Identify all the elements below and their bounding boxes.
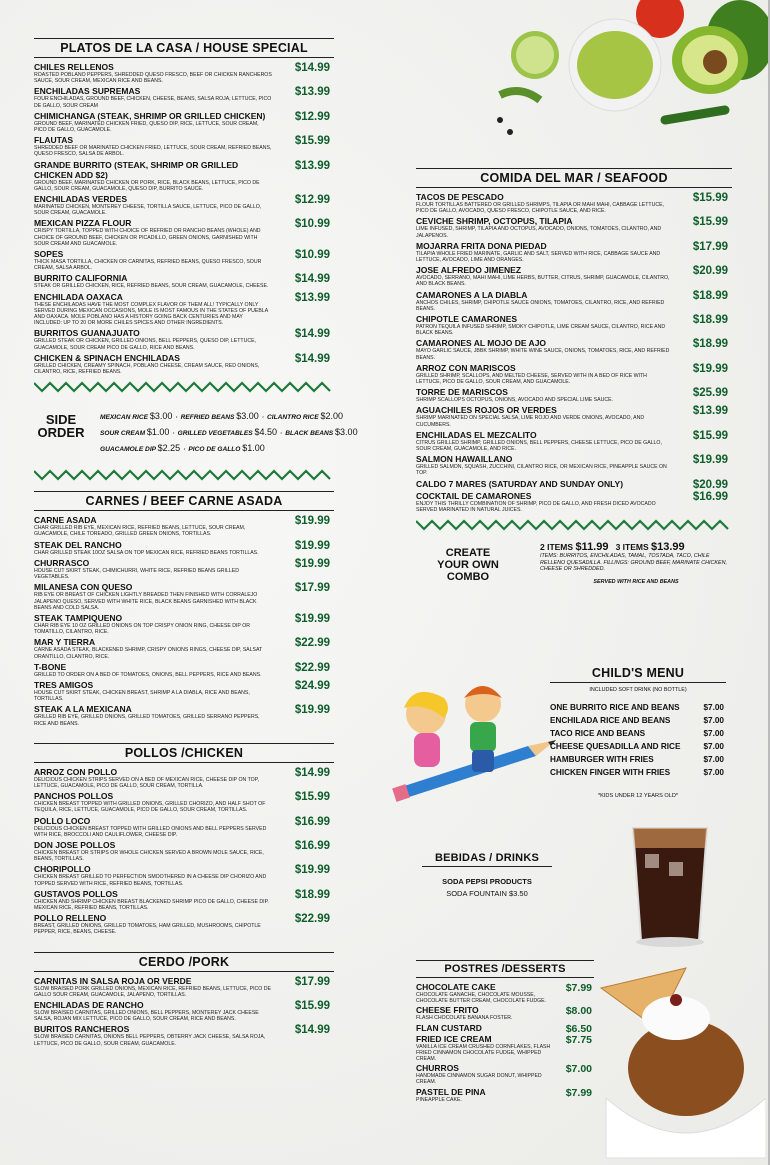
menu-item	[34, 111, 334, 133]
item-price: $15.99	[294, 135, 330, 148]
child-menu-foot: *KIDS UNDER 12 YEARS OLD*	[597, 793, 679, 799]
item-price: $19.99	[294, 557, 330, 570]
side-item-price: $3.00	[335, 427, 358, 438]
item-name: BURRITO CALIFORNIA	[34, 273, 128, 284]
menu-item	[416, 430, 732, 452]
menu-item	[416, 265, 732, 287]
item-name: ENCHILADAS SUPREMAS	[34, 86, 141, 97]
item-price: $14.99	[294, 766, 330, 779]
menu-item	[34, 791, 334, 813]
right-column	[416, 168, 732, 613]
item-description: CHAR RIB EYE 10 OZ GRILLED ONIONS ON TOP CRISPY ONION RING, CHEESE DIP OR TOMATILLO, CILANTRO, RICE.	[34, 622, 251, 636]
item-name: CHIMICHANGA (STEAK, SHRIMP OR GRILLED CHICKEN)	[34, 110, 266, 121]
house-section-title: PLATOS DE LA CASA / HOUSE SPECIAL	[34, 38, 334, 58]
item-price: $18.99	[692, 289, 728, 302]
item-name: STEAK A LA MEXICANA	[34, 704, 132, 715]
item-name: TACOS DE PESCADO	[416, 192, 504, 202]
menu-item	[34, 704, 334, 726]
item-description: CHICKEN AND SHRIMP CHICKEN BREAST BLACKENED SHRIMP PICO DE GALLO, CHEESE DIP. MEXICAN RICE, REFRIED BEANS, TORTILLAS.	[34, 898, 269, 911]
item-name: ARROZ CON POLLO	[34, 766, 118, 777]
item-description: SHREDDED BEEF OR MARINATED CHICKEN FRIED, LETTUCE, SOUR CREAM, REFRIED BEANS, QUESO FRESCO, SALSA DE ARBOL.	[34, 145, 272, 158]
menu-item	[416, 338, 732, 360]
side-item-name: GUACAMOLE DIP	[100, 446, 156, 454]
separator: ·	[261, 414, 265, 422]
menu-item	[34, 249, 334, 271]
item-price: $7.00	[703, 768, 724, 777]
item-description: ENJOY THIS THRILLY COMBINATION OF SHRIMP, PICO DE GALLO, AND FRESH DICED AVOCADO SERVED MARINATED IN NATURAL JUICES.	[416, 500, 656, 513]
item-description: GROUND BEEF, MARINATED CHICKEN OR PORK, RICE, BLACK BEANS, LETTUCE, PICO DE GALLO, SOUR CREAM, GUACAMOLE, QUESO DIP, BURRITO SAUCE.	[34, 179, 260, 192]
side-item-price: $4.50	[254, 427, 277, 438]
menu-item	[34, 353, 334, 375]
desserts-section	[416, 960, 594, 1104]
item-description: CARNE ASADA STEAK, BLACKENED SHRIMP, CRISPY ONIONS RINGS, CHEESE DIP, SALSAT ORANTILLO, CILANTRO, RICE.	[34, 647, 263, 660]
item-description: RIB EYE OR BREAST OF CHICKEN LIGHTLY BREADED THEN FINISHED WITH CORRALEJO JALAPENO QUESO, SERVED WITH WHITE RICE, BLACK BEANS GARNISHED WITH BLACK BEANS AND COLD SALSA.	[34, 592, 258, 611]
item-name: ENCHILADAS DE RANCHO	[34, 999, 144, 1010]
item-price: $22.99	[294, 661, 330, 674]
menu-item	[34, 662, 334, 678]
item-description: PATRON TEQUILA INFUSED SHRIMP, SMOKY CHIPOTLE, LIME CREAM SAUCE, CILANTRO, RICE AND BLACK BEANS.	[416, 324, 666, 337]
item-name: MILANESA CON QUESO	[34, 582, 133, 593]
side-order-row	[100, 441, 340, 457]
item-name: PANCHOS POLLOS	[34, 791, 114, 802]
item-name: ARROZ CON MARISCOS	[416, 362, 516, 373]
item-price: $7.00	[703, 742, 724, 751]
item-name: SALMON HAWAILLANO	[416, 454, 513, 465]
item-name: BURITOS RANCHEROS	[34, 1024, 130, 1035]
item-price: $18.99	[692, 338, 728, 351]
menu-item	[416, 387, 732, 403]
menu-item	[34, 976, 334, 998]
item-price: $15.99	[294, 999, 330, 1012]
menu-item	[34, 62, 334, 84]
item-description: FLOUR TORTILLAS BATTERED OR GRILLED SHRIMPS, TILAPIA OR MAHI MAHI, CABBAGE LETTUCE, PICO DE GALLO, AVOCADO, QUESO FRESCO, CHIPOTLE SAUCE, AND RICE.	[416, 202, 664, 215]
item-description: ANCHOS CHILES, SHRIMP, CHIPOTLE SAUCE ONIONS, TOMATOES, CILANTRO, RICE, AND REFRIED BEANS.	[416, 299, 665, 312]
item-price: $22.99	[294, 637, 330, 650]
item-price: $16.99	[692, 490, 728, 503]
item-price: $7.99	[565, 982, 592, 994]
combo-section	[416, 541, 732, 607]
item-price: $13.99	[294, 86, 330, 99]
item-price: $14.99	[294, 62, 330, 74]
item-description: GRILLED STEAK OR CHICKEN, GRILLED ONIONS, BELL PEPPERS, QUESO DIP, LETTUCE, GUACAMOLE, SOUR CREAM PICO DE GALLO, RICE AND BEANS.	[34, 338, 256, 351]
menu-item	[416, 1087, 594, 1103]
item-price: $12.99	[294, 194, 330, 207]
menu-item	[416, 363, 732, 385]
item-price: $19.99	[692, 362, 728, 375]
item-price: $14.99	[294, 273, 330, 286]
item-name: MOJARRA FRITA DONA PIEDAD	[416, 240, 547, 251]
item-price: $15.99	[692, 192, 728, 204]
item-name: DON JOSE POLLOS	[34, 839, 116, 850]
item-price: $19.99	[294, 539, 330, 552]
side-order-grid	[100, 409, 358, 457]
menu-item	[34, 86, 334, 108]
side-item-name: SOUR CREAM	[100, 430, 146, 438]
menu-item	[416, 314, 732, 336]
item-name: CHILES RELLENOS	[34, 62, 114, 72]
menu-item	[416, 1023, 594, 1033]
item-price: $15.99	[692, 429, 728, 442]
item-name: CARNITAS IN SALSA ROJA OR VERDE	[34, 975, 192, 986]
menu-item	[416, 454, 732, 476]
item-description: SHRIMP SCALLOPS OCTOPUS, ONIONS, AVOCADO AND SPECIAL LIME SAUCE.	[416, 397, 613, 404]
item-price: $7.99	[565, 1086, 592, 1099]
item-name: AGUACHILES ROJOS OR VERDES	[416, 405, 557, 416]
side-item-name: BLACK BEANS	[285, 430, 334, 438]
carnes-list	[34, 515, 334, 726]
menu-item	[34, 515, 334, 537]
menu-item	[416, 491, 732, 513]
item-price: $7.00	[703, 703, 724, 712]
item-description: CHICKEN BREAST OR STRIPS OR WHOLE CHICKEN SERVED A BROWN MOLE SAUCE, RICE, BEANS, TORTILLAS.	[34, 849, 264, 863]
item-description: SLOW BRAISED PORK GRILLED ONIONS, MEXICAN RICE, REFRIED BEANS, LETTUCE, PICO DE GALLO SOUR CREAM, GUACAMOLE, JALAPENO, TORTILLAS.	[34, 985, 271, 998]
item-name: POLLO RELLENO	[34, 913, 107, 924]
menu-item	[34, 135, 334, 157]
item-description: FOUR ENCHILADAS, GROUND BEEF, CHICKEN, CHEESE, BEANS, SALSA ROJA, LETTUCE, PICO DE GALLO, SOUR CREAM	[34, 96, 272, 109]
menu-item	[34, 328, 334, 350]
item-name: FRIED ICE CREAM	[416, 1033, 492, 1044]
item-name: STEAK TAMPIQUENO	[34, 612, 123, 623]
menu-item	[34, 273, 334, 289]
item-price: $25.99	[692, 387, 728, 400]
item-price: $17.99	[294, 582, 330, 595]
item-price: $18.99	[294, 888, 330, 901]
item-name: MAR Y TIERRA	[34, 637, 96, 648]
item-description: GROUND BEEF, MARINATED CHICKEN FRIED, QUESO DIP, RICE, LETTUCE, SOUR CREAM, PICO DE GALLO, GUACAMOLE.	[34, 120, 259, 134]
item-description: PINEAPPLE CAKE.	[416, 1096, 462, 1103]
item-name: CHURRASCO	[34, 557, 90, 568]
item-name: ENCHILADA RICE AND BEANS	[550, 716, 671, 725]
child-menu	[550, 664, 726, 799]
menu-item	[34, 840, 334, 862]
item-name: MEXICAN PIZZA FLOUR	[34, 218, 132, 229]
item-price: $8.00	[565, 1005, 592, 1018]
house-list	[34, 62, 334, 375]
item-name: ENCHILADAS EL MEZCALITO	[416, 429, 537, 440]
item-description: CHOCOLATE GANACHE, CHOCOLATE MOUSSE, CHOCOLATE BUTTER CREAM, CHOCOLATE FUDGE.	[416, 992, 547, 1005]
item-price: $12.99	[294, 110, 330, 123]
menu-item	[416, 290, 732, 312]
side-item-price: $1.00	[146, 427, 170, 438]
separator: ·	[280, 430, 283, 438]
separator: ·	[175, 414, 178, 422]
item-description: FLASH CHOCOLATE BANANA FOSTER.	[416, 1015, 513, 1022]
menu-item	[416, 982, 594, 1004]
combo-label: CREATE YOUR OWN COMBO	[437, 547, 499, 584]
menu-item	[416, 405, 732, 427]
side-item-name: PICO DE GALLO	[188, 446, 241, 454]
item-name: TACO RICE AND BEANS	[550, 729, 646, 738]
menu-item	[34, 913, 334, 935]
item-description: GRILLED TO ORDER ON A BED OF TOMATOES, ONIONS, BELL PEPPERS, RICE AND BEANS.	[34, 671, 262, 678]
child-menu-item	[550, 727, 726, 740]
item-name: CEVICHE SHRIMP, OCTOPUS, TILAPIA	[416, 216, 573, 227]
item-name: GUSTAVOS POLLOS	[34, 888, 118, 899]
side-item-name: CILANTRO RICE	[267, 414, 319, 422]
item-description: SHRIMP MARINATED ON SPECIAL SALSA, LIME ROJO AND VERDE ONIONS, AVOCADO, AND CUCUMBERS.	[416, 415, 645, 428]
menu-item	[416, 1005, 594, 1021]
item-name: FLAUTAS	[34, 135, 74, 146]
item-price: $19.99	[294, 612, 330, 625]
item-name: TORRE DE MARISCOS	[416, 387, 508, 398]
item-name: STEAK DEL RANCHO	[34, 539, 122, 550]
child-menu-title: CHILD'S MENU	[550, 664, 726, 683]
item-name: CHORIPOLLO	[34, 864, 91, 875]
divider	[416, 519, 732, 531]
item-price: $18.99	[692, 314, 728, 327]
item-description: MARINATED CHICKEN, MONTEREY CHEESE, TORTILLA SAUCE, LETTUCE, PICO DE GALLO, SOUR CREAM, GUACAMOLE.	[34, 204, 262, 217]
item-price: $14.99	[294, 352, 330, 365]
item-name: ENCHILADAS VERDES	[34, 194, 128, 205]
left-column	[34, 38, 358, 1049]
drinks-section	[422, 850, 552, 898]
soda-glass-image	[625, 818, 715, 950]
menu-item	[416, 1034, 594, 1063]
item-price: $7.00	[565, 1063, 592, 1076]
item-price: $7.75	[565, 1033, 592, 1046]
divider	[34, 381, 334, 393]
item-price: $22.99	[294, 913, 330, 926]
divider	[34, 469, 334, 481]
desserts-list	[416, 982, 594, 1103]
item-description: CHAR GRILLED RIB EYE, MEXICAN RICE, REFRIED BEANS, LETTUCE, SOUR CREAM, GUACAMOLE, CHILE TOREADO, GRILLED GREEN ONIONS, TORTILLAS.	[34, 525, 246, 538]
item-description: HANDMADE CINNAMON SUGAR DONUT, WHIPPED CREAM.	[416, 1073, 542, 1086]
item-name: CAMARONES A LA DIABLA	[416, 289, 528, 300]
item-price: $15.99	[692, 216, 728, 229]
menu-item	[34, 864, 334, 886]
menu-item	[416, 192, 732, 214]
item-description: GRILLED SHRIMP, SCALLOPS, AND MELTED CHEESE, SERVED WITH IN A BED OF RICE WITH LETTUCE, PICO DE GALLO, SOUR CREAM, AND GUACAMOLE.	[416, 372, 647, 386]
item-name: COCKTAIL DE CAMARONES	[416, 490, 532, 501]
item-price: $19.99	[294, 704, 330, 717]
side-item-price: $1.00	[242, 443, 265, 454]
menu-item	[34, 1024, 334, 1046]
menu-item	[34, 680, 334, 702]
item-name: HAMBURGER WITH FRIES	[550, 755, 654, 764]
item-name: T-BONE	[34, 661, 67, 672]
item-description: AVOCADO, SERRANO, MAHI MAHI, LIME HERBS, BUTTER, CITRUS, SHRIMP, GUACAMOLE, CILANTRO, AND BLACK BEANS.	[416, 275, 670, 288]
item-name: CHICKEN FINGER WITH FRIES	[550, 768, 671, 777]
menu-item	[34, 218, 334, 247]
menu-item	[416, 216, 732, 238]
item-price: $13.99	[294, 159, 330, 172]
item-name: CHEESE QUESADILLA AND RICE	[550, 742, 681, 751]
side-item-name: GRILLED VEGETABLES	[177, 430, 253, 438]
child-menu-item	[550, 714, 726, 727]
item-description: CHICKEN BREAST TOPPED WITH GRILLED ONIONS, GRILLED CHORIZO, AND HALF SHOT OF TEQUILA, RICE, LETTUCE, GUACAMOLE, PICO DE GALLO, SOUR CREAM, TORTILLAS.	[34, 801, 266, 814]
cerdo-list	[34, 976, 334, 1047]
item-price: $14.99	[294, 328, 330, 341]
desserts-title: POSTRES /DESSERTS	[416, 960, 594, 978]
item-price: $20.99	[692, 478, 728, 491]
carnes-section-title: CARNES / BEEF CARNE ASADA	[34, 491, 334, 511]
combo-options	[540, 541, 732, 585]
fried-ice-cream-image	[596, 948, 766, 1163]
seafood-list	[416, 192, 732, 513]
menu-item	[34, 160, 334, 192]
menu-item	[416, 241, 732, 263]
menu-item	[34, 540, 334, 556]
menu-item	[34, 194, 334, 216]
item-name: BURRITOS GUANAJUATO	[34, 328, 140, 339]
menu-item	[34, 1000, 334, 1022]
child-list	[550, 701, 726, 779]
drinks-line-2: SODA FOUNTAIN $3.50	[446, 889, 528, 898]
item-price: $10.99	[294, 218, 330, 231]
menu-item	[34, 816, 334, 838]
item-price: $7.00	[703, 729, 724, 738]
menu-item	[34, 889, 334, 911]
item-price: $17.99	[692, 240, 728, 253]
item-description: ROASTED POBLANO PEPPERS, SHREDDED QUESO FRESCO, BEEF OR CHICKEN RANCHEROS SAUCE, SOUR CREAM, MEXICAN RICE AND BEANS.	[34, 72, 272, 85]
item-name: GRANDE BURRITO (STEAK, SHRIMP OR GRILLED CHICKEN ADD $2)	[34, 159, 239, 180]
item-name: ENCHILADA OAXACA	[34, 291, 123, 302]
combo-prices: 2 ITEMS $11.99 3 ITEMS $13.99	[540, 541, 685, 554]
item-name: CHEESE FRITO	[416, 1005, 479, 1016]
separator: ·	[183, 446, 186, 454]
item-name: CHIPOTLE CAMARONES	[416, 314, 518, 325]
item-name: CHURROS	[416, 1063, 459, 1074]
item-price: $16.99	[294, 839, 330, 852]
item-description: DELICIOUS CHICKEN BREAST TOPPED WITH GRILLED ONIONS AND BELL PEPPERS SERVED WITH RICE, BROCCOLI AND CAULIFLOWER, CHEESE DIP.	[34, 825, 267, 838]
menu-item	[34, 637, 334, 659]
side-item-price: $2.25	[157, 443, 181, 454]
cerdo-section-title: CERDO /PORK	[34, 952, 334, 972]
drinks-line-1: SODA PEPSI PRODUCTS	[442, 877, 532, 886]
guacamole-avocado-image	[470, 0, 770, 150]
item-description: THESE ENCHILADAS HAVE THE MOST COMPLEX FLAVOR OF THEM ALL! TYPICALLY ONLY SERVED DURING MEXICAN OCCASIONS, MOLE IS MOST FAMOUS IN THE STATES OF PUEBLA AND OAXACA. MOLE POBLANO HAS A HISTORY GOING BACK CENTURIES AND MAY INCLUDED: UP TO 20 OR MORE CHILES SPICES AND OTHER INGREDIENTS.	[34, 301, 268, 327]
item-price: $24.99	[294, 679, 330, 692]
item-price: $6.50	[565, 1022, 592, 1035]
item-description: DELICIOUS CHICKEN STRIPS SERVED ON A BED OF MEXICAN RICE, CHEESE DIP ON TOP, LETTUCE, GUACAMOLE, PICO DE GALLO, SOUR CREAM, TORTILLA.	[34, 776, 259, 789]
side-item-price: $2.00	[320, 411, 344, 422]
item-price: $16.99	[294, 815, 330, 828]
child-menu-item	[550, 701, 726, 714]
menu-item	[34, 582, 334, 611]
child-menu-sub: INCLUDED SOFT DRINK (NO BOTTLE)	[589, 687, 687, 693]
separator: ·	[172, 430, 175, 438]
item-description: GRILLED RIB EYE, GRILLED ONIONS, GRILLED TOMATOES, GRILLED SERRANO PEPPERS, RICE AND BEANS.	[34, 714, 260, 727]
item-name: JOSE ALFREDO JIMENEZ	[416, 265, 522, 276]
item-name: CARNE ASADA	[34, 515, 97, 526]
item-description: SLOW BRAISED CARNITAS, GRILLED ONIONS, BELL PEPPERS, MONTEREY JACK CHEESE SALSA, ROJAN MIX LETTUCE, PICO DE GALLO, SOUR CREAM, RICE AND BEANS.	[34, 1009, 259, 1023]
item-price: $13.99	[294, 291, 330, 304]
item-price: $14.99	[294, 1024, 330, 1037]
item-price: $7.00	[703, 716, 724, 725]
item-name: PASTEL DE PINA	[416, 1086, 486, 1097]
item-description: HOUSE CUT SKIRT STEAK, CHIMICHURRI, WHITE RICE, REFRIED BEANS GRILLED VEGETABLES.	[34, 567, 239, 581]
item-description: TILAPIA WHOLE FRIED MARINATE, GARLIC AND SALT, SERVED WITH RICE, CABBAGE SAUCE AND LETTUCE, AVOCADO, LIME AND ORANGES.	[416, 250, 661, 264]
item-description: SLOW BRAISED CARNITAS, ONIONS BELL PEPPERS, OBTERRY JACK CHEESE, SALSA ROJA, LETTUCE, PICO DE GALLO, SOUR CREAM, GUACAMOLE.	[34, 1034, 266, 1047]
combo-note: SERVED WITH RICE AND BEANS	[593, 578, 679, 585]
menu-item	[34, 558, 334, 580]
side-order-row	[100, 425, 358, 441]
item-price: $17.99	[294, 975, 330, 988]
side-item-price: $3.00	[149, 411, 173, 422]
combo-items-text: ITEMS: BURRITOS, ENCHILADAS, TAMAL, TOSTADA, TACO, CHILE RELLENO QUESADILLA. FILLINGS: GROUND BEEF, MARINATE CHICKEN, CHEESE OR SHREDDED.	[540, 553, 728, 573]
pollos-section-title: POLLOS /CHICKEN	[34, 743, 334, 763]
item-description: THICK MASA TORTILLA, CHICKEN OR CARNITAS, REFRIED BEANS, QUESO FRESCO, SOUR CREAM, SALSA ARBOL.	[34, 259, 262, 272]
item-description: CITRUS GRILLED SHRIMP, GRILLED ONIONS, BELL PEPPERS, CHEESE LETTUCE, PICO DE GALLO, SOUR CREAM, GUACAMOLE, AND RICE.	[416, 439, 662, 453]
side-order	[34, 403, 358, 463]
item-price: $19.99	[294, 864, 330, 877]
child-menu-item	[550, 753, 726, 766]
side-item-name: MEXICAN RICE	[100, 414, 148, 422]
menu-item	[34, 613, 334, 635]
item-description: VANILLA ICE CREAM CRUSHED CORNFLAKES, FLASH FRIED CINNAMON CHOCOLATE FUDGE, WHIPPED CREAM.	[416, 1043, 551, 1063]
item-name: FLAN CUSTARD	[416, 1022, 482, 1033]
item-name: TRES AMIGOS	[34, 679, 94, 690]
item-name: POLLO LOCO	[34, 815, 91, 826]
item-price: $19.99	[294, 515, 330, 528]
item-name: CHOCOLATE CAKE	[416, 982, 496, 992]
seafood-section-title: COMIDA DEL MAR / SEAFOOD	[416, 168, 732, 188]
item-description: CHICKEN BREAST GRILLED TO PERFECTION SMOOTHERED IN A CHEESE DIP CHORIZO AND TOPPED SERVED WITH RICE, REFRIED BEANS, TORTILLAS.	[34, 874, 267, 887]
child-menu-item	[550, 766, 726, 779]
item-name: SOPES	[34, 249, 64, 260]
item-name: ONE BURRITO RICE AND BEANS	[550, 703, 680, 712]
item-name: CAMARONES AL MOJO DE AJO	[416, 338, 547, 349]
item-description: HOUSE CUT SKIRT STEAK, CHICKEN BREAST, SHRIMP A LA DIABLA, RICE AND BEANS, TORTILLAS.	[34, 689, 250, 703]
side-order-label: SIDE ORDER	[37, 412, 85, 441]
item-description: STEAK OR GRILLED CHICKEN, RICE, REFRIED BEANS, SOUR CREAM, GUACAMOLE, CHEESE.	[34, 283, 269, 290]
item-description: GRILLED CHICKEN, CREAMY SPINACH, POBLANO CHEESE, CREAM SAUCE, RED ONIONS, CILANTRO, RICE, REFRIED BEANS.	[34, 362, 260, 376]
kids-pencil-illustration	[388, 678, 558, 803]
item-name: CHICKEN & SPINACH ENCHILADAS	[34, 352, 180, 363]
menu-item	[34, 767, 334, 789]
item-price: $20.99	[692, 265, 728, 278]
side-order-row	[100, 409, 344, 425]
menu-item	[416, 1063, 594, 1085]
pollos-list	[34, 767, 334, 936]
item-description: MAYO GARLIC SAUCE, JBBK SHRIMP, WHITE WINE SAUCE, ONIONS, TOMATOES, RICE, AND REFRIED BEANS.	[416, 348, 670, 361]
child-menu-item	[550, 740, 726, 753]
item-name: CALDO 7 MARES (SATURDAY AND SUNDAY ONLY)	[416, 478, 624, 489]
menu-item	[34, 292, 334, 327]
item-price: $7.00	[703, 755, 724, 764]
item-price: $19.99	[692, 454, 728, 467]
side-item-name: REFRIED BEANS	[180, 414, 235, 422]
side-item-price: $3.00	[236, 411, 259, 422]
menu-item	[416, 479, 732, 489]
item-price: $13.99	[692, 405, 728, 418]
item-price: $15.99	[294, 791, 330, 804]
item-description: BREAST, GRILLED ONIONS, GRILLED TOMATOES, HAM GRILLED, MUSHROOMS, CHIPOTLE PEPPER, RICE, BEANS, CHEESE.	[34, 923, 261, 936]
item-description: CRISPY TORTILLA, TOPPED WITH CHOICE OF REFRIED OR RANCHO BEANS (WHOLE) AND CHOICE OF GROUND BEEF, CHICKEN OR PICADILLO, GREEN ONIONS, GARNISHED WITH SOUR CREAM AND GUACAMOLE.	[34, 228, 261, 247]
item-description: CHAR GRILLED STEAK 10OZ SALSA ON TOP MEXICAN RICE, REFRIED BEANS TORTILLAS.	[34, 549, 259, 556]
item-description: GRILLED SALMON, SQUASH, ZUCCHINI, CILANTRO RICE, OR MEXICAN RICE, PINEAPPLE SAUCE ON TOP.	[416, 464, 667, 477]
item-price: $10.99	[294, 249, 330, 262]
drinks-title: BEBIDAS / DRINKS	[422, 850, 552, 867]
item-description: LIME INFUSED, SHRIMP, TILAPIA AND OCTOPUS, AVOCADO, ONIONS, TOMATOES, CILANTRO, AND JALAPENOS.	[416, 226, 662, 239]
